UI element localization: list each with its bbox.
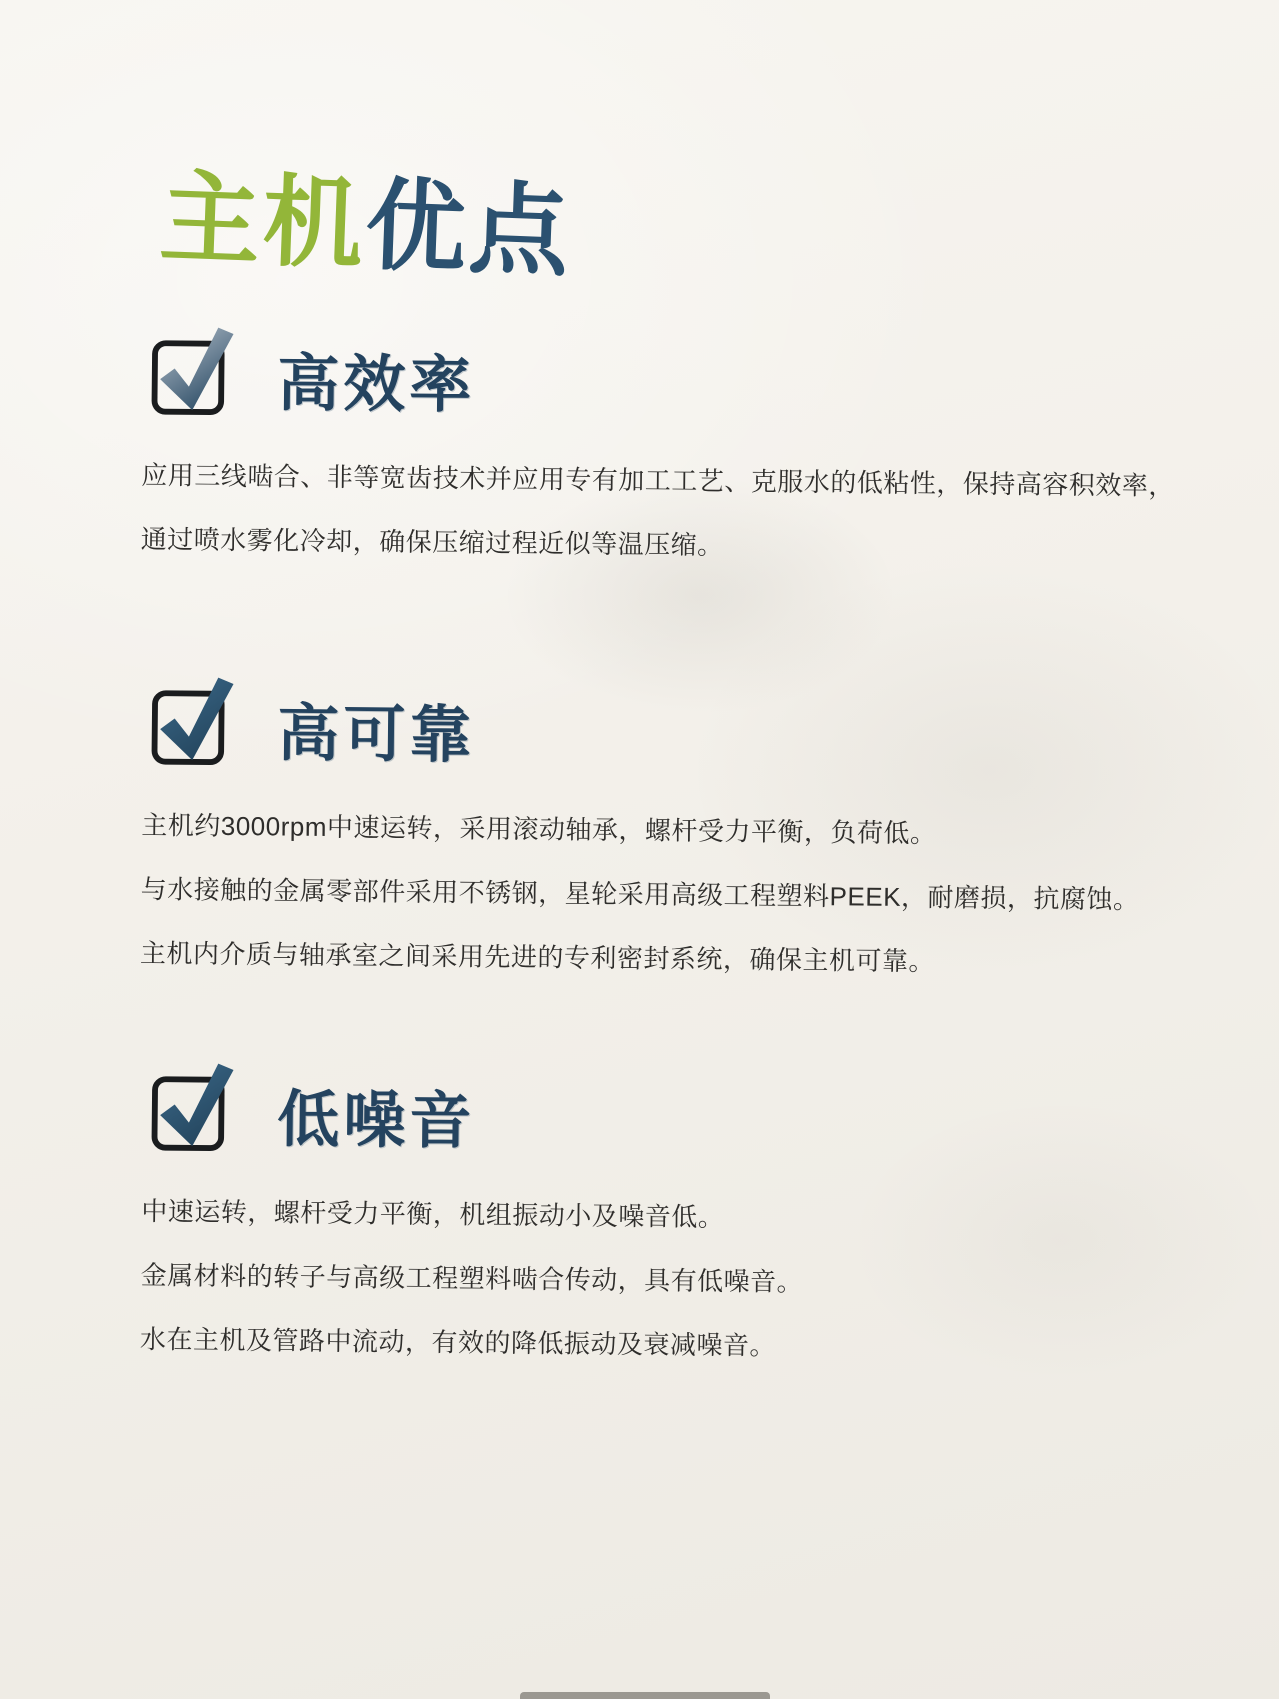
section-body <box>140 1179 1223 1382</box>
section-head-row <box>149 318 1224 432</box>
body-line: 通过喷水雾化冷却，确保压缩过程近似等温压缩。 <box>140 523 724 561</box>
section-body <box>140 443 1222 582</box>
body-line: 水在主机及管路中流动，有效的降低振动及衰减噪音。 <box>139 1323 777 1361</box>
body-line: 与水接触的金属零部件采用不锈钢，星轮采用高级工程塑料PEEK，耐磨损，抗腐蚀。 <box>140 873 1140 915</box>
section-high-efficiency <box>140 318 1224 582</box>
section-heading: 低噪音 <box>276 1085 476 1157</box>
section-body <box>140 793 1223 996</box>
section-head-row <box>149 668 1224 782</box>
checkbox-check-icon <box>149 1056 240 1157</box>
body-line: 应用三线啮合、非等宽齿技术并应用专有加工工艺、克服水的低粘性，保持高容积效率， <box>141 459 1175 501</box>
section-high-reliability <box>140 668 1224 996</box>
checkbox-check-icon <box>149 320 240 421</box>
body-line: 主机内介质与轴承室之间采用先进的专利密封系统，确保主机可靠。 <box>139 937 936 977</box>
section-head-row <box>149 1054 1224 1168</box>
page-title <box>158 163 574 288</box>
section-heading: 高可靠 <box>276 699 476 771</box>
body-line: 主机约3000rpm中速运转，采用滚动轴承，螺杆受力平衡，负荷低。 <box>141 809 937 849</box>
section-low-noise <box>140 1054 1224 1382</box>
page-title-green-part: 主机 <box>157 162 368 282</box>
section-heading: 高效率 <box>276 349 476 421</box>
photo-bottom-edge <box>520 1692 770 1699</box>
body-line: 金属材料的转子与高级工程塑料啮合传动，具有低噪音。 <box>140 1259 804 1297</box>
body-line: 中速运转，螺杆受力平衡，机组振动小及噪音低。 <box>141 1195 725 1233</box>
checkbox-check-icon <box>149 670 240 771</box>
page-title-blue-part: 优点 <box>363 169 574 290</box>
